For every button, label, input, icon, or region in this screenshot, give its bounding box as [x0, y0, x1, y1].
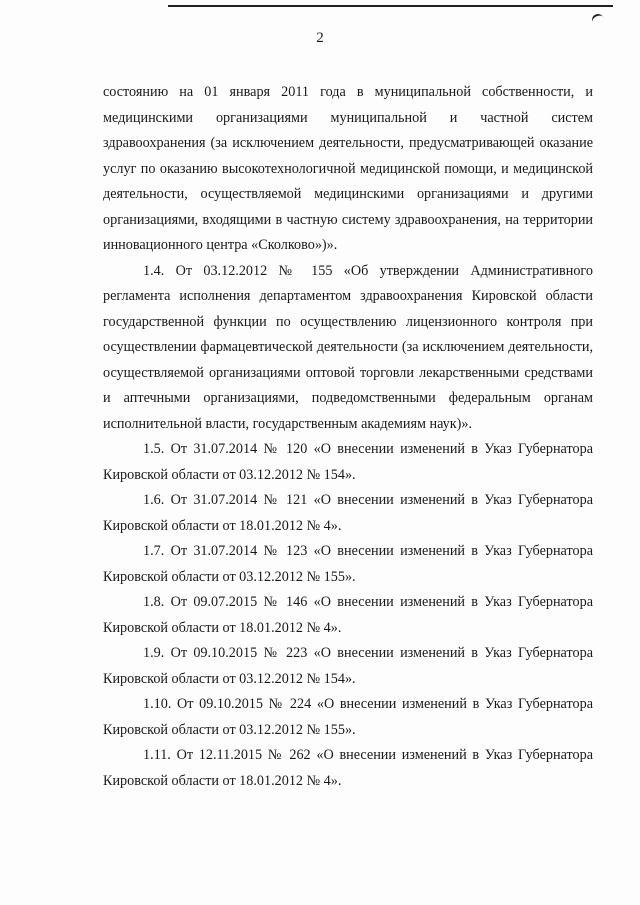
paragraph-item-1-4: 1.4. От 03.12.2012 № 155 «Об утверждении Административного регламента исполнения департаментом здравоохранения Кировской области государственной функции по осуществлению лицензионного контроля при осуществлении фармацевтической деятельности (за исключением деятельности, осуществляемой организациями оптовой торговли лекарственными средствами и аптечными организациями, подведомственными федеральным органам исполнительной власти, государственным академиям наук)». [103, 262, 593, 432]
corner-mark [590, 12, 606, 28]
document-body [103, 80, 593, 794]
paragraph-item-1-7: 1.7. От 31.07.2014 № 123 «О внесении изменений в Указ Губернатора Кировской области от 03.12.2012 № 155». [103, 543, 593, 585]
paragraph-continuation: состоянию на 01 января 2011 года в муниципальной собственности, и медицинскими организациями муниципальной и частной систем здравоохранения (за исключением деятельности, предусматривающей оказание услуг по оказанию высокотехнологичной медицинской помощи, и медицинской деятельности, осуществляемой медицинскими организациями и другими организациями, входящими в частную систему здравоохранения, на территории инновационного центра «Сколково»)». [103, 84, 593, 253]
paragraph-item-1-11: 1.11. От 12.11.2015 № 262 «О внесении изменений в Указ Губернатора Кировской области от 18.01.2012 № 4». [103, 747, 593, 789]
paragraph-item-1-10: 1.10. От 09.10.2015 № 224 «О внесении изменений в Указ Губернатора Кировской области от 03.12.2012 № 155». [103, 696, 593, 738]
paragraph-item-1-9: 1.9. От 09.10.2015 № 223 «О внесении изменений в Указ Губернатора Кировской области от 03.12.2012 № 154». [103, 645, 593, 687]
page-number: 2 [316, 30, 324, 46]
top-rule [168, 5, 613, 7]
paragraph-item-1-6: 1.6. От 31.07.2014 № 121 «О внесении изменений в Указ Губернатора Кировской области от 18.01.2012 № 4». [103, 492, 593, 534]
paragraph-item-1-8: 1.8. От 09.07.2015 № 146 «О внесении изменений в Указ Губернатора Кировской области от 18.01.2012 № 4». [103, 594, 593, 636]
paragraph-item-1-5: 1.5. От 31.07.2014 № 120 «О внесении изменений в Указ Губернатора Кировской области от 03.12.2012 № 154». [103, 441, 593, 483]
